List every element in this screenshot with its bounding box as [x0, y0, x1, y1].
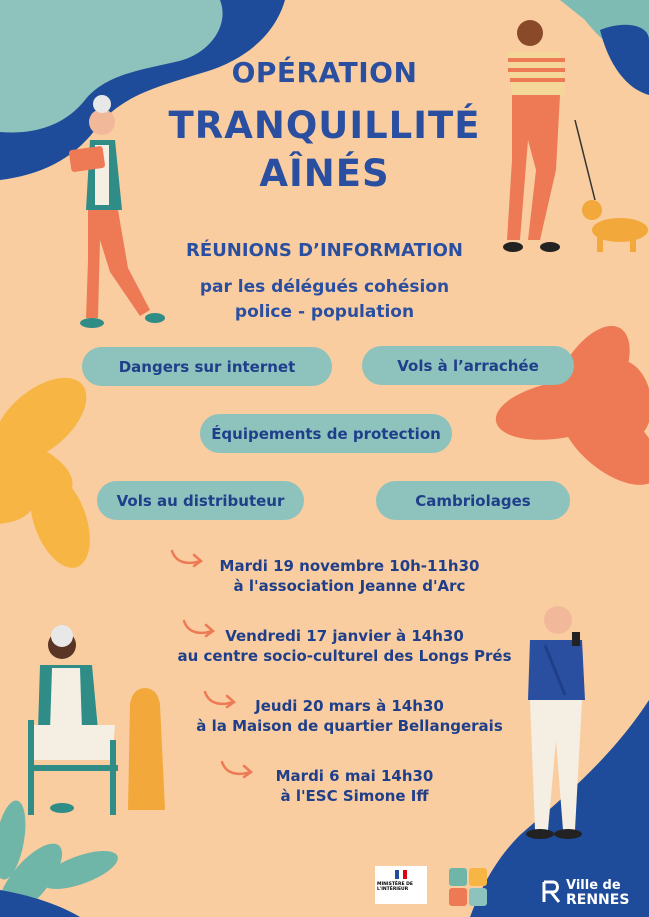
- intro-line-2: police - population: [234, 302, 415, 322]
- rennes-logo-icon: [541, 880, 563, 904]
- city-name-line2: RENNES: [566, 892, 630, 908]
- intro-line-1: par les délégués cohésion: [199, 277, 450, 297]
- topic-pill-arrachee: Vols à l’arrachée: [362, 346, 574, 385]
- meetings-heading: RÉUNIONS D’INFORMATION: [186, 240, 463, 261]
- partner-logo: [447, 866, 489, 908]
- session-date: Mardi 19 novembre 10h-11h30: [219, 557, 480, 575]
- title-line-aines: AÎNÉS: [259, 152, 390, 195]
- session-place: au centre socio-culturel des Longs Prés: [177, 647, 512, 665]
- title-line-operation: OPÉRATION: [231, 56, 418, 89]
- flag-icon: [375, 868, 427, 882]
- title-line-tranquillite: TRANQUILLITÉ: [168, 104, 481, 147]
- session-date: Vendredi 17 janvier à 14h30: [225, 627, 464, 645]
- topic-pill-distributeur: Vols au distributeur: [97, 481, 304, 520]
- session-1: [0, 556, 649, 596]
- session-date: Mardi 6 mai 14h30: [275, 767, 434, 785]
- city-name-line1: Ville de: [566, 878, 621, 893]
- session-date: Jeudi 20 mars à 14h30: [255, 697, 444, 715]
- flower-right-orange: [491, 313, 649, 502]
- session-place: à l'ESC Simone Iff: [280, 787, 429, 805]
- session-3: [0, 696, 649, 736]
- ministry-logo: [375, 866, 427, 904]
- topic-pill-protection: Équipements de protection: [200, 414, 452, 453]
- session-2: [0, 626, 649, 666]
- session-4: [0, 766, 649, 806]
- session-place: à l'association Jeanne d'Arc: [233, 577, 466, 595]
- flower-left-yellow: [0, 362, 102, 576]
- topic-pill-cambriolages: Cambriolages: [376, 481, 570, 520]
- topic-pill-internet: Dangers sur internet: [82, 347, 332, 386]
- session-place: à la Maison de quartier Bellangerais: [196, 717, 503, 735]
- ministry-logo-text: MINISTÈRE DE L'INTÉRIEUR: [377, 882, 413, 892]
